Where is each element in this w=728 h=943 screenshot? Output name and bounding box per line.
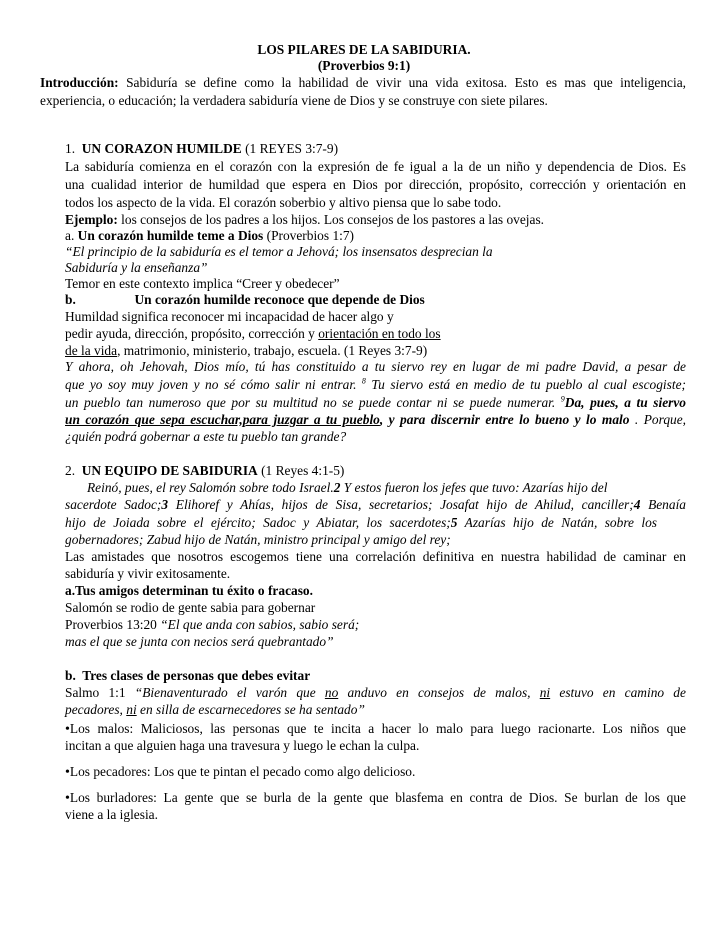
- verse-line-1: Y ahora, oh Jehovah, Dios mío, tú has constituido a tu siervo rey en lugar de mi padre David, a pesar de: [65, 359, 686, 374]
- proverbs-quote-1: “El que anda con sabios, sabio será;: [160, 617, 360, 632]
- humility-line-2-underlined: orientación en todo los: [318, 326, 441, 341]
- intro-text-1: Sabiduría se define como la habilidad de vivir una vida exitosa. Esto es mas que inteligencia,: [126, 75, 686, 90]
- psalm-line-2: [65, 701, 365, 719]
- verse-line-2: [65, 376, 686, 394]
- psalm-no: no: [324, 685, 339, 700]
- verse-line-4-underlined: un corazón que sepa escuchar,para juzgar a tu pueblo: [65, 412, 380, 427]
- intro-label: Introducción:: [40, 75, 119, 90]
- humility-line-2-text: pedir ayuda, dirección, propósito, corrección y: [65, 326, 315, 341]
- section-2-verse-line-2: [65, 496, 686, 514]
- verse-line-4-bold: , y para discernir entre lo bueno y lo malo: [379, 412, 630, 427]
- verse-line-5: ¿quién podrá gobernar a este tu pueblo tan grande?: [65, 429, 347, 444]
- verse-line-2b: Tu siervo está en medio de tu pueblo al cual escogiste;: [371, 377, 686, 392]
- section-2-verse-3b: Azarías hijo de Natán, sobre los: [464, 515, 658, 530]
- psalm-ref: Salmo 1:1: [65, 685, 126, 700]
- psalm-text-1b: anduvo en consejos de malos,: [347, 685, 531, 700]
- section-2-verse-line-4: gobernadores; Zabud hijo de Natán, ministro principal y amigo del rey;: [65, 532, 451, 547]
- subsection-b-title: Un corazón humilde reconoce que depende de Dios: [134, 292, 425, 307]
- verse-line-3b: Da, pues, a tu siervo: [564, 395, 686, 410]
- psalm-text-1c: estuvo en camino de: [559, 685, 686, 700]
- psalm-text-2a: pecadores,: [65, 702, 123, 717]
- section-2-number: 2.: [65, 463, 76, 478]
- section-2b-label: b.: [65, 668, 76, 683]
- section-2a-heading: a.Tus amigos determinan tu éxito o fracaso.: [65, 583, 313, 598]
- proverbs-ref: Proverbios 13:20: [65, 617, 157, 632]
- section-2-verse-3a: hijo de Joiada sobre el ejército; Sadoc y Abiatar, los sacerdotes;: [65, 515, 451, 530]
- section-1-ref: (1 REYES 3:7-9): [245, 141, 339, 156]
- proverbs-quote-2: mas el que se junta con necios será quebrantado”: [65, 634, 334, 649]
- section-2-para-line-1: Las amistades que nosotros escogemos tiene una correlación definitiva en nuestra habilidad de caminar en: [65, 549, 686, 564]
- section-2a-line-1: Salomón se rodio de gente sabia para gobernar: [65, 600, 316, 615]
- section-2-verse-2c: Benaía: [648, 497, 686, 512]
- section-2b-heading: [65, 667, 310, 685]
- bullet-burladores-line-2: viene a la iglesia.: [65, 807, 158, 822]
- psalm-ni-2: ni: [126, 702, 137, 717]
- verse-number-4: 4: [633, 497, 641, 512]
- verse-line-4-end: . Porque,: [634, 412, 686, 427]
- verse-number-2: 2: [333, 480, 341, 495]
- section-2-verse-1b: Y estos fueron los jefes que tuvo: Azarías hijo del: [343, 480, 608, 495]
- section-2-ref: (1 Reyes 4:1-5): [261, 463, 345, 478]
- example-label: Ejemplo:: [65, 212, 118, 227]
- section-1-heading: [65, 140, 338, 158]
- humility-line-3-text: , matrimonio, ministerio, trabajo, escuela. (1 Reyes 3:7-9): [117, 343, 428, 358]
- verse-line-2a: que yo soy muy joven y no sé cómo salir ni entrar.: [65, 377, 357, 392]
- humility-line-1: Humildad significa reconocer mi incapacidad de hacer algo y: [65, 309, 394, 324]
- humility-line-3-underlined: de la vida: [65, 343, 118, 358]
- bullet-icon: •: [65, 791, 70, 806]
- verse-number-8: 8: [361, 376, 366, 386]
- section-2-verse-2a: sacerdote Sadoc;: [65, 497, 162, 512]
- section-1-para-line-1: La sabiduría comienza en el corazón con la expresión de fe igual a la de un niño y dependencia de Dios. Es: [65, 159, 686, 174]
- section-2-verse-1a: Reinó, pues, el rey Salomón sobre todo Israel.: [87, 480, 334, 495]
- section-2b-title: Tres clases de personas que debes evitar: [82, 668, 311, 683]
- verse-line-3: [65, 394, 686, 412]
- psalm-text-1a: “Bienaventurado el varón que: [134, 685, 316, 700]
- psalm-text-2b: en silla de escarnecedores se ha sentado”: [140, 702, 365, 717]
- quote-a-line-2: Sabiduría y la enseñanza”: [65, 260, 208, 275]
- section-2-verse-line-1: [87, 479, 607, 497]
- bullet-burladores-line-1: [65, 789, 686, 808]
- section-1-para-line-3: todos los aspecto de la vida. El corazón soberbio y altivo piensa que lo sabe todo.: [65, 195, 502, 210]
- verse-number-9: 9: [560, 394, 565, 404]
- humility-line-2: [65, 325, 441, 343]
- section-2-verse-2b: Elihoref y Ahías, hijos de Sisa, secretarios; Josafat hijo de Ahilud, canciller;: [175, 497, 634, 512]
- verse-number-3: 3: [161, 497, 169, 512]
- fear-definition: Temor en este contexto implica “Creer y obedecer”: [65, 276, 340, 291]
- subsection-a-title: Un corazón humilde teme a Dios: [77, 228, 264, 243]
- verse-number-5: 5: [450, 515, 458, 530]
- bullet-icon: •: [65, 722, 70, 737]
- section-2a-line-2: [65, 616, 359, 634]
- section-2-verse-line-3: [65, 514, 657, 532]
- subsection-a-ref: (Proverbios 1:7): [266, 228, 355, 243]
- document-subtitle: (Proverbios 9:1): [317, 58, 411, 73]
- subsection-b-heading: [65, 291, 425, 309]
- document-title: LOS PILARES DE LA SABIDURIA.: [257, 42, 471, 57]
- bullet-malos-line-2: incitan a que alguien haga una travesura y luego le echan la culpa.: [65, 738, 420, 753]
- bullet-icon: •: [65, 765, 70, 780]
- section-1-para-line-2: una cualidad interior de humildad que espera en Dios por dirección, propósito, corrección y orientación en: [65, 177, 686, 192]
- bullet-pecadores: [65, 763, 415, 782]
- verse-line-4: [65, 411, 686, 429]
- psalm-ni-1: ni: [539, 685, 551, 700]
- section-1-number: 1.: [65, 141, 76, 156]
- psalm-line-1: [65, 684, 686, 702]
- intro-line-1: [40, 74, 686, 92]
- verse-line-3a: un pueblo tan numeroso que por su multitud no se puede contar ni se puede numerar.: [65, 395, 556, 410]
- section-2-para-line-2: sabiduría y vivir exitosamente.: [65, 566, 231, 581]
- bullet-malos-text: Los malos: Maliciosos, las personas que te incita a hacer lo malo para luego racionarte. Los niños que: [69, 721, 686, 736]
- bullet-pecadores-text: Los pecadores: Los que te pintan el pecado como algo delicioso.: [69, 764, 416, 779]
- subsection-b-label: b.: [65, 292, 76, 307]
- bullet-burladores-text: Los burladores: La gente que se burla de la gente que blasfema en contra de Dios. Se burlan de los que: [69, 790, 686, 805]
- intro-line-2: experiencia, o educación; la verdadera sabiduría viene de Dios y se construye con siete pilares.: [40, 93, 548, 108]
- example-text: los consejos de los padres a los hijos. Los consejos de los pastores a las ovejas.: [121, 212, 545, 227]
- subsection-a-label: a.: [65, 228, 75, 243]
- section-2-title: UN EQUIPO DE SABIDURIA: [81, 463, 258, 478]
- quote-a-line-1: “El principio de la sabiduría es el temor a Jehová; los insensatos desprecian la: [65, 244, 493, 259]
- section-1-title: UN CORAZON HUMILDE: [81, 141, 242, 156]
- section-2-heading: [65, 462, 344, 480]
